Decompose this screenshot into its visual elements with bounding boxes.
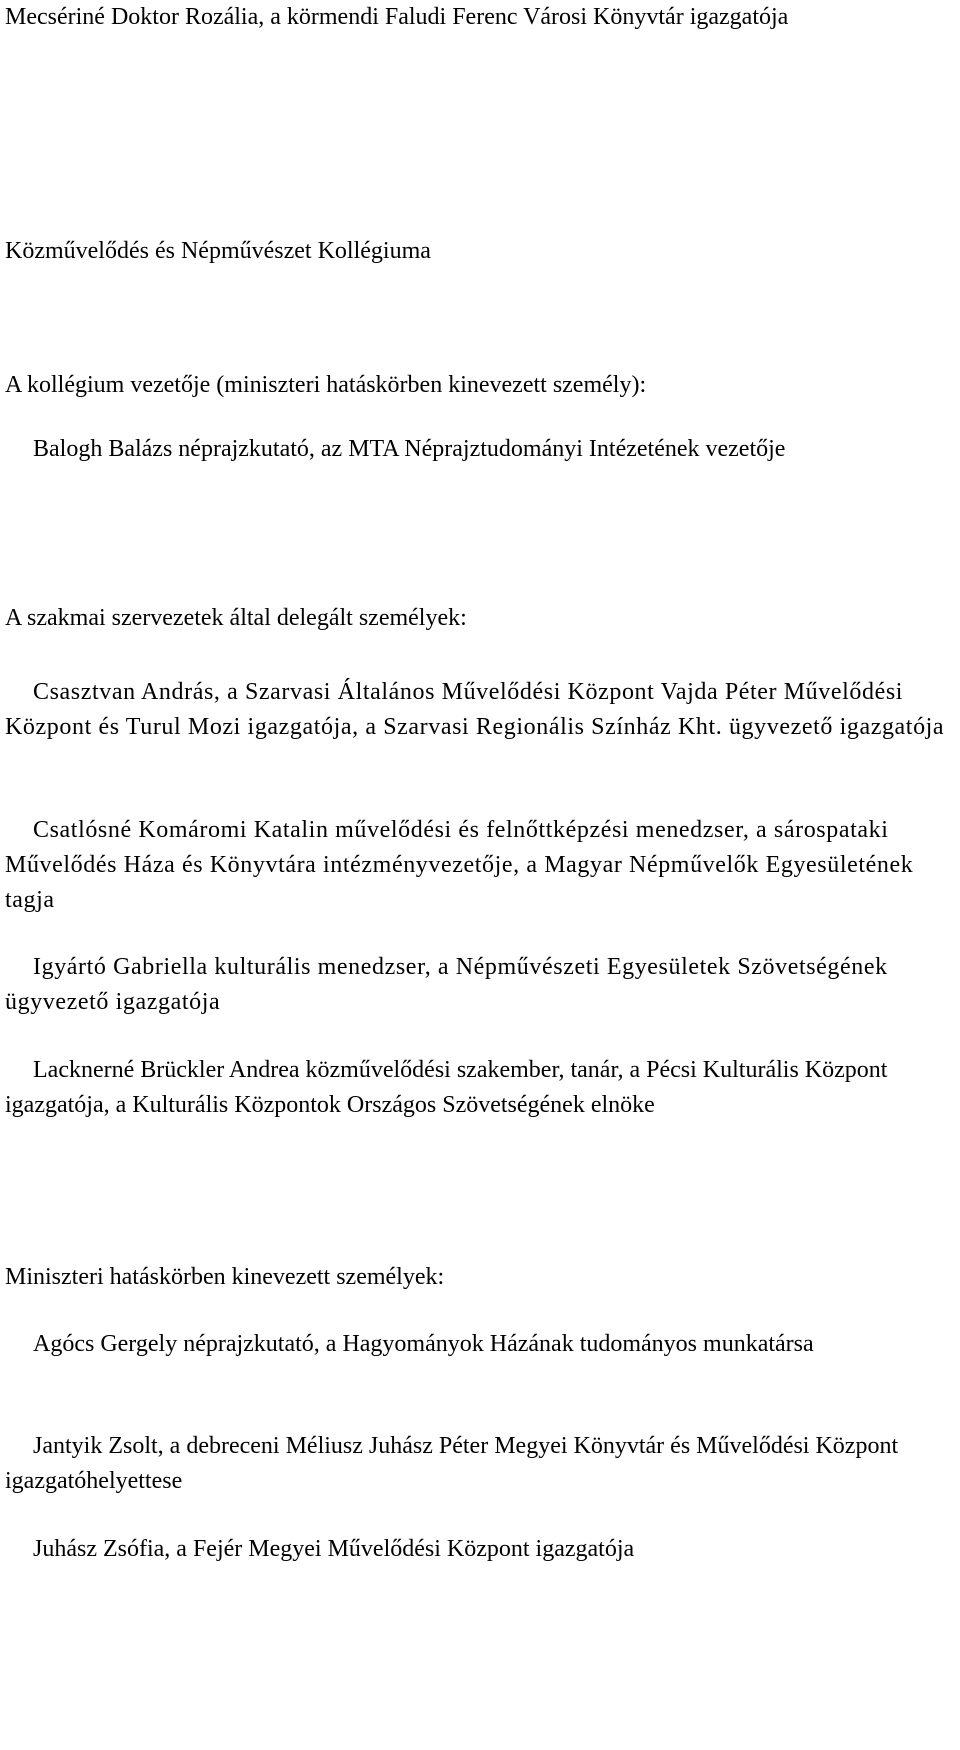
delegated-member: Igyártó Gabriella kulturális menedzser, a Népművészeti Egyesületek Szövetségének ügyvezető igazgatója xyxy=(5,954,888,1015)
delegated-member: Csasztvan András, a Szarvasi Általános Művelődési Központ Vajda Péter Művelődési Központ és Turul Mozi igazgatója, a Szarvasi Regionális Színház Kht. ügyvezető igazgatója xyxy=(5,679,945,740)
leader-paragraph: Balogh Balázs néprajzkutató, az MTA Néprajztudományi Intézetének vezetője xyxy=(33,436,786,462)
intro-paragraph: Mecsériné Doktor Rozália, a körmendi Faludi Ferenc Városi Könyvtár igazgatója xyxy=(5,4,789,30)
leader-heading: A kollégium vezetője (miniszteri hatáskörben kinevezett személy): xyxy=(5,372,647,398)
delegated-member: Lacknerné Brückler Andrea közművelődési szakember, tanár, a Pécsi Kulturális Központ igazgatója, a Kulturális Központok Országos Szövetségének elnöke xyxy=(5,1057,888,1118)
delegated-heading: A szakmai szervezetek által delegált személyek: xyxy=(5,605,467,631)
delegated-member: Csatlósné Komáromi Katalin művelődési és felnőttképzési menedzser, a sárospataki Művelődés Háza és Könyvtára intézményvezetője, a Magyar Népművelők Egyesületének tagja xyxy=(5,817,914,913)
ministerial-member: Juhász Zsófia, a Fejér Megyei Művelődési Központ igazgatója xyxy=(33,1536,635,1562)
college-title: Közművelődés és Népművészet Kollégiuma xyxy=(5,238,431,264)
ministerial-heading: Miniszteri hatáskörben kinevezett személyek: xyxy=(5,1264,445,1290)
ministerial-member: Jantyik Zsolt, a debreceni Méliusz Juhász Péter Megyei Könyvtár és Művelődési Központ igazgatóhelyettese xyxy=(5,1433,899,1494)
ministerial-member: Agócs Gergely néprajzkutató, a Hagyományok Házának tudományos munkatársa xyxy=(33,1331,814,1357)
